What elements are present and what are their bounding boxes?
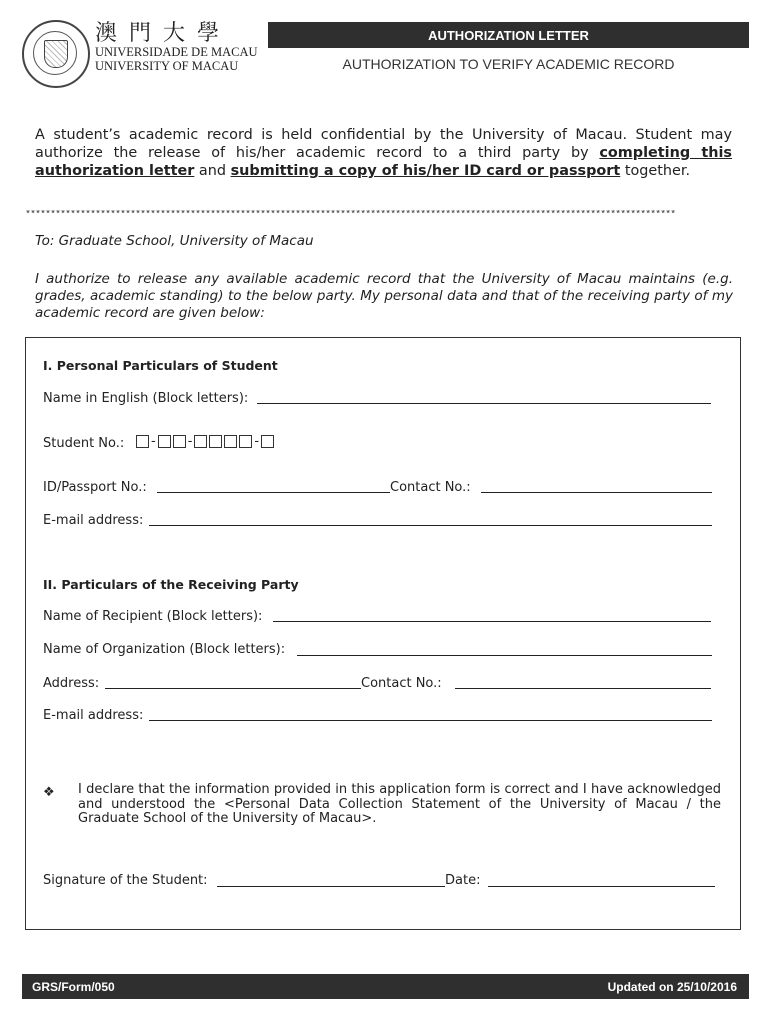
student-no-dash: - (254, 434, 260, 449)
intro-text-1: A student’s academic record is held confidential by the University of Macau. Student may authorize the release of his/her academic record to a third party by (35, 127, 732, 161)
updated-date: Updated on 25/10/2016 (607, 980, 737, 994)
recipient-email-label: E-mail address: (43, 708, 144, 723)
date-field[interactable] (488, 886, 715, 887)
section-1-title: I. Personal Particulars of Student (43, 358, 278, 373)
section-2-title: II. Particulars of the Receiving Party (43, 577, 299, 592)
student-no-boxes (135, 431, 275, 450)
recipient-email-field[interactable] (149, 720, 712, 721)
student-no-box[interactable] (239, 435, 252, 448)
intro-bold-1: completing this authorization letter (35, 145, 732, 179)
recipient-name-label: Name of Recipient (Block letters): (43, 609, 263, 624)
signature-label: Signature of the Student: (43, 873, 208, 888)
recipient-address-line: To: Graduate School, University of Macau (35, 233, 314, 249)
student-contact-field[interactable] (481, 492, 712, 493)
form-code: GRS/Form/050 (32, 980, 115, 994)
footer-bar (22, 974, 749, 999)
form-box (25, 337, 741, 930)
recipient-contact-field[interactable] (455, 688, 711, 689)
name-english-label: Name in English (Block letters): (43, 391, 249, 406)
signature-field[interactable] (217, 886, 445, 887)
university-chinese-name: 澳門大學 (95, 21, 232, 46)
student-no-box[interactable] (194, 435, 207, 448)
student-no-box[interactable] (158, 435, 171, 448)
seal-shield-icon (44, 40, 68, 68)
date-label: Date: (445, 873, 481, 888)
student-email-field[interactable] (149, 525, 712, 526)
organization-name-label: Name of Organization (Block letters): (43, 642, 286, 657)
intro-bold-2: submitting a copy of his/her ID card or passport (230, 163, 621, 179)
recipient-name-field[interactable] (273, 621, 711, 622)
recipient-address-field[interactable] (105, 688, 361, 689)
university-name-portuguese: UNIVERSIDADE DE MACAU (95, 45, 258, 59)
star-separator: ********************************************************************************************************************************** (25, 210, 676, 221)
university-name-english: UNIVERSITY OF MACAU (95, 59, 239, 73)
intro-text-3: together. (620, 163, 691, 179)
declaration-bullet-icon: ❖ (43, 785, 55, 800)
intro-paragraph (35, 126, 732, 180)
student-no-box[interactable] (261, 435, 274, 448)
organization-name-field[interactable] (297, 655, 712, 656)
authorization-paragraph: I authorize to release any available academic record that the University of Macau maintains (e.g. grades, academic standing) to the below party. My personal data and that of the receiving party of my academic record are given below: (35, 271, 733, 321)
student-no-box[interactable] (224, 435, 237, 448)
student-no-dash: - (151, 434, 156, 449)
student-email-label: E-mail address: (43, 513, 144, 528)
intro-text-2: and (194, 163, 231, 179)
student-no-label: Student No.: (43, 436, 125, 451)
declaration-text: I declare that the information provided in this application form is correct and I have acknowledged and understood the <Personal Data Collection Statement of the University of Macau / the Graduate School of the University of Macau>. (78, 782, 721, 826)
student-no-box[interactable] (209, 435, 222, 448)
student-no-dash: - (187, 434, 193, 449)
student-no-box[interactable] (136, 435, 149, 448)
id-passport-field[interactable] (157, 492, 390, 493)
recipient-address-label: Address: (43, 676, 100, 691)
document-subtitle: AUTHORIZATION TO VERIFY ACADEMIC RECORD (342, 56, 675, 72)
document-title-bar: AUTHORIZATION LETTER (268, 22, 749, 48)
university-seal-logo (22, 20, 90, 88)
name-english-field[interactable] (257, 403, 711, 404)
id-passport-label: ID/Passport No.: (43, 480, 147, 495)
student-no-box[interactable] (173, 435, 186, 448)
recipient-contact-label: Contact No.: (361, 676, 442, 691)
student-contact-label: Contact No.: (390, 480, 471, 495)
